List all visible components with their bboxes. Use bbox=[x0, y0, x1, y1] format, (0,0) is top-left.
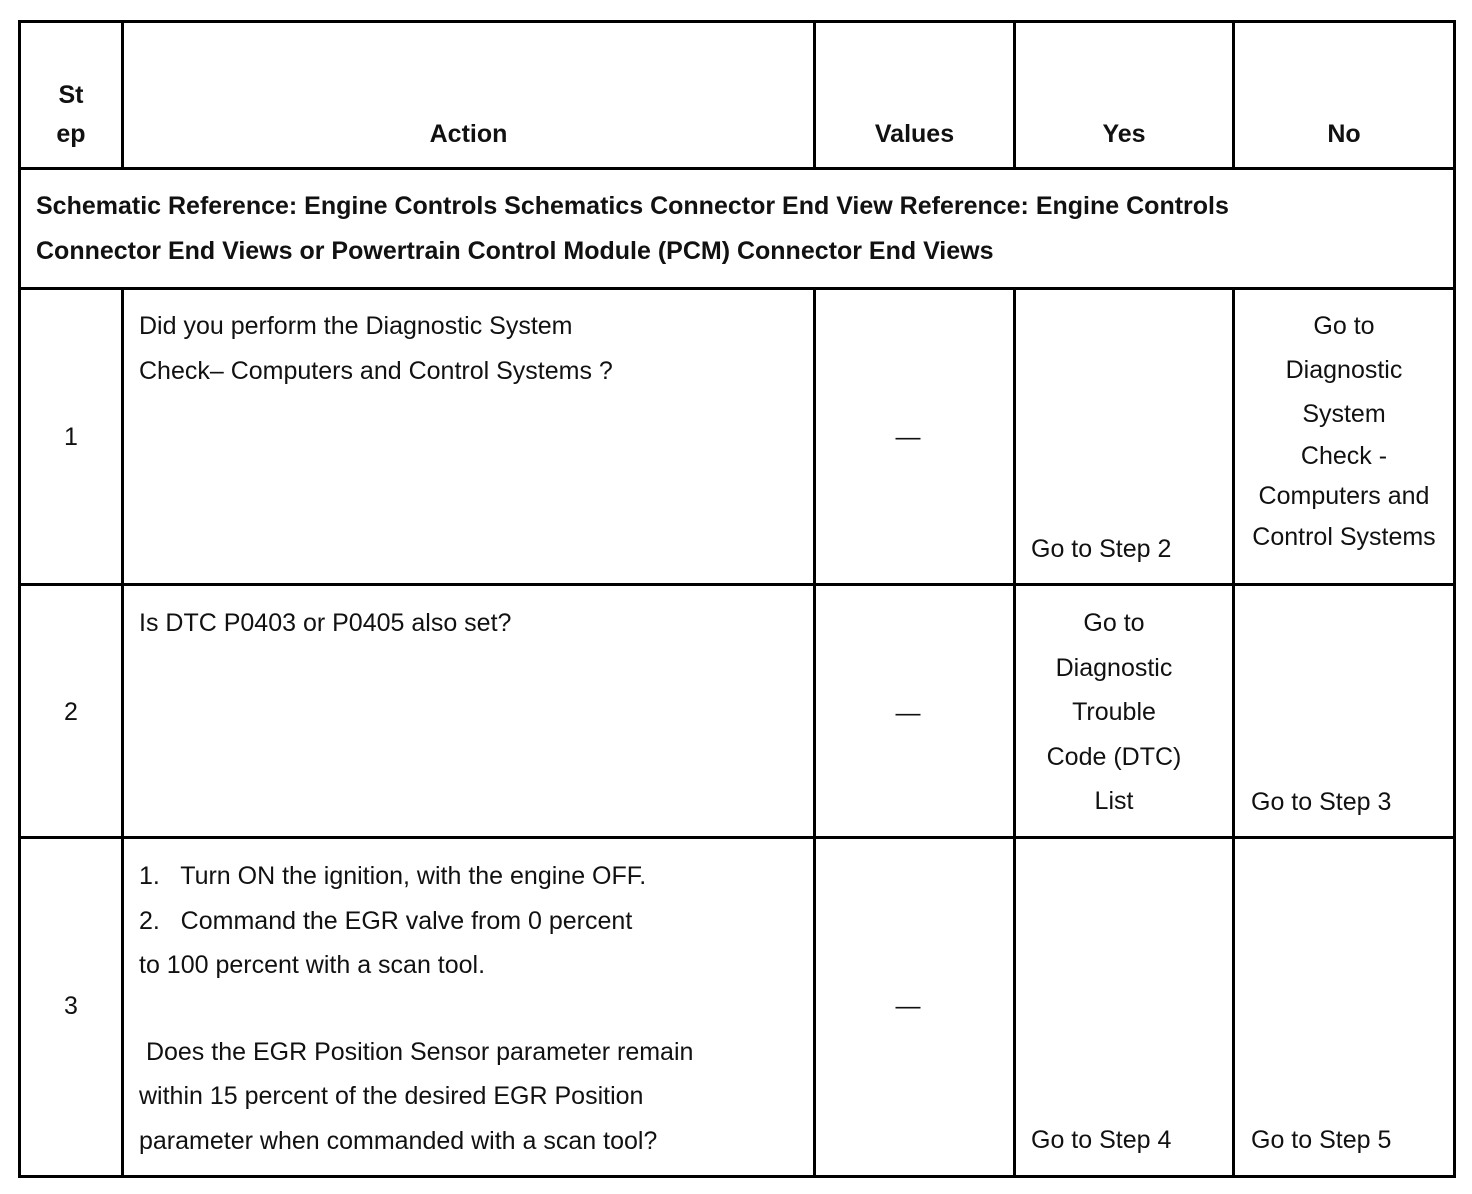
step-number: 2 bbox=[64, 698, 78, 726]
no-line: Go to bbox=[1313, 312, 1375, 340]
table-border-right bbox=[1453, 20, 1456, 1178]
header-action: Action bbox=[429, 120, 508, 148]
schematic-reference bbox=[36, 184, 1229, 273]
table-border-top bbox=[18, 20, 1456, 23]
row1-divider bbox=[18, 583, 1456, 586]
no-line: Diagnostic bbox=[1285, 356, 1403, 384]
value-dash: — bbox=[895, 699, 921, 727]
yes-line: List bbox=[1094, 787, 1134, 815]
col-divider-step bbox=[121, 287, 124, 1178]
yes-link[interactable]: Go to Step 2 bbox=[1031, 535, 1172, 563]
action-line: Check– Computers and Control Systems ? bbox=[139, 356, 613, 385]
table-border-bottom bbox=[18, 1175, 1456, 1178]
diagnostic-table bbox=[18, 20, 1456, 1178]
step-number: 3 bbox=[64, 992, 78, 1020]
yes-line: Diagnostic bbox=[1055, 653, 1173, 682]
header-step bbox=[21, 76, 121, 154]
no-line: Control Systems bbox=[1252, 523, 1436, 551]
no-link[interactable]: Go to Step 3 bbox=[1251, 788, 1392, 816]
no-link[interactable] bbox=[1235, 304, 1453, 559]
no-line: Check - bbox=[1300, 442, 1388, 470]
no-line: System bbox=[1302, 400, 1386, 428]
action-line bbox=[139, 988, 693, 1030]
yes-link[interactable]: Go to Step 4 bbox=[1031, 1126, 1172, 1154]
header-divider bbox=[18, 167, 1456, 170]
header-step-line2: ep bbox=[56, 120, 86, 148]
header-values: Values bbox=[874, 120, 955, 148]
action-line: 1. Turn ON the ignition, with the engine OFF. bbox=[139, 862, 647, 890]
action-line: parameter when commanded with a scan tool? bbox=[139, 1126, 658, 1155]
action-text bbox=[139, 304, 613, 393]
header-step-line1: St bbox=[58, 81, 84, 109]
step-number: 1 bbox=[64, 423, 78, 451]
action-line: Did you perform the Diagnostic System bbox=[139, 312, 573, 340]
yes-line: Go to bbox=[1083, 609, 1145, 637]
yes-link[interactable] bbox=[1016, 601, 1212, 824]
value-dash: — bbox=[895, 423, 921, 451]
action-line: 2. Command the EGR valve from 0 percent bbox=[139, 906, 633, 935]
action-text bbox=[139, 601, 511, 646]
yes-line: Code (DTC) bbox=[1046, 742, 1182, 771]
no-link[interactable]: Go to Step 5 bbox=[1251, 1126, 1392, 1154]
no-line: Computers and bbox=[1258, 482, 1430, 510]
row2-divider bbox=[18, 836, 1456, 839]
reference-line: Connector End Views or Powertrain Control Module (PCM) Connector End Views bbox=[36, 236, 994, 265]
value-dash: — bbox=[895, 992, 921, 1020]
reference-line: Schematic Reference: Engine Controls Schematics Connector End View Reference: Engine Controls bbox=[36, 192, 1229, 220]
action-text bbox=[139, 854, 693, 1163]
header-no: No bbox=[1327, 120, 1361, 148]
col-divider-action bbox=[813, 287, 816, 1178]
yes-line: Trouble bbox=[1072, 698, 1156, 726]
action-line: to 100 percent with a scan tool. bbox=[139, 951, 486, 979]
action-line: Is DTC P0403 or P0405 also set? bbox=[139, 609, 512, 637]
reference-divider bbox=[18, 287, 1456, 290]
action-line: within 15 percent of the desired EGR Position bbox=[139, 1082, 644, 1110]
action-line: Does the EGR Position Sensor parameter remain bbox=[139, 1037, 694, 1066]
header-yes: Yes bbox=[1102, 120, 1146, 148]
